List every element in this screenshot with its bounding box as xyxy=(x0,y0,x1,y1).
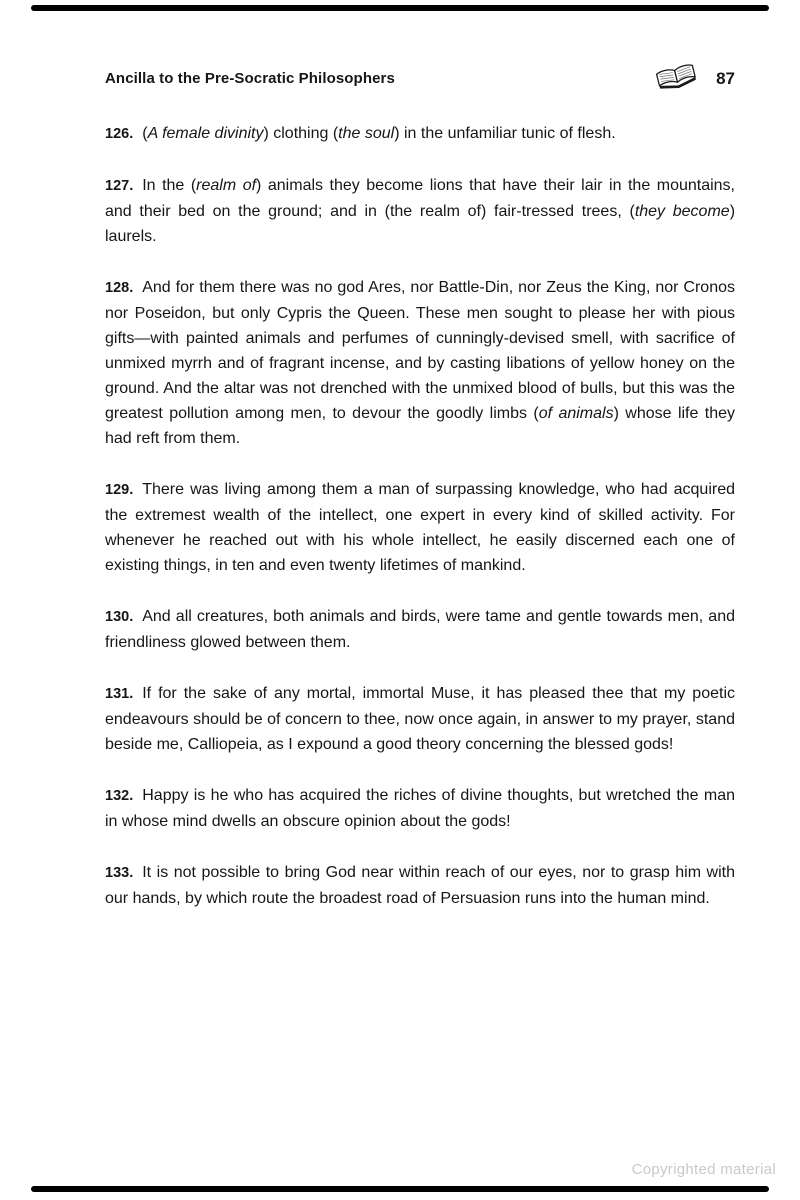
fragment-number: 129. xyxy=(105,482,134,498)
book-title: Ancilla to the Pre-Socratic Philosophers xyxy=(105,70,395,87)
fragment-number: 132. xyxy=(105,788,134,804)
fragment-text: ) clothing ( xyxy=(263,125,339,142)
fragment-paragraph xyxy=(105,681,735,757)
fragment-text: In the ( xyxy=(142,177,197,194)
fragment-number: 133. xyxy=(105,865,134,881)
fragment-number: 126. xyxy=(105,126,134,142)
fragment-text: There was living among them a man of surpassing knowledge, who had acquired the extremest wealth of the intellect, one expert in every kind of skilled activity. For whenever he reached out with his whole intellect, he easily discerned each one of existing things, in ten and even twenty lifetimes of mankind. xyxy=(105,481,735,574)
fragment-text: ) laurels. xyxy=(105,203,736,245)
fragment-paragraph xyxy=(105,173,735,249)
fragment-paragraph xyxy=(105,604,735,655)
fragment-text: ) animals they become lions that have their lair in the mountains, and their bed on the ground; and in (the realm of) fair-tressed trees, ( xyxy=(105,177,736,220)
fragment-text-italic: of animals xyxy=(538,405,614,422)
fragment-text-italic: they become xyxy=(634,203,730,220)
fragment-number: 128. xyxy=(105,280,134,296)
open-book-icon xyxy=(652,60,700,97)
page-number: 87 xyxy=(716,68,735,88)
running-header xyxy=(105,60,735,97)
fragment-paragraph xyxy=(105,860,735,911)
fragment-paragraph xyxy=(105,783,735,834)
scan-artifact-bar-bottom xyxy=(31,1186,769,1192)
copyright-watermark: Copyrighted material xyxy=(631,1161,776,1178)
fragment-text: ) whose life they had reft from them. xyxy=(105,405,736,447)
fragment-number: 130. xyxy=(105,609,134,625)
scan-artifact-bar-top xyxy=(31,5,769,11)
fragment-text: If for the sake of any mortal, immortal Muse, it has pleased thee that my poetic endeavours should be of concern to thee, now once again, in answer to my prayer, stand beside me, Calliopeia, as I expound a good theory concerning the blessed gods! xyxy=(105,685,735,753)
page-content xyxy=(105,60,735,937)
fragment-number: 127. xyxy=(105,178,134,194)
fragment-number: 131. xyxy=(105,686,134,702)
fragment-text-italic: the soul xyxy=(338,125,395,142)
fragment-text: And for them there was no god Ares, nor Battle-Din, nor Zeus the King, nor Cronos nor Poseidon, but only Cypris the Queen. These men sought to please her with pious gifts—with painted animals and perfumes of cunningly-devised smell, with sacrifice of unmixed myrrh and of fragrant incense, and by casting libations of yellow honey on the ground. And the altar was not drenched with the unmixed blood of bulls, but this was the greatest pollution among men, to devour the goodly limbs ( xyxy=(105,279,735,422)
fragments xyxy=(105,121,735,911)
fragment-text-italic: realm of xyxy=(196,177,257,194)
fragment-text-italic: A female divinity xyxy=(147,125,264,142)
fragment-text: And all creatures, both animals and birds, were tame and gentle towards men, and friendliness glowed between them. xyxy=(105,608,735,651)
fragment-text: Happy is he who has acquired the riches of divine thoughts, but wretched the man in whose mind dwells an obscure opinion about the gods! xyxy=(105,787,735,830)
fragment-text: ) in the unfamiliar tunic of flesh. xyxy=(394,125,616,142)
fragment-text: ( xyxy=(142,125,148,142)
fragment-paragraph xyxy=(105,275,735,451)
fragment-text: It is not possible to bring God near within reach of our eyes, nor to grasp him with our hands, by which route the broadest road of Persuasion runs into the human mind. xyxy=(105,864,735,907)
fragment-paragraph xyxy=(105,121,735,147)
fragment-paragraph xyxy=(105,477,735,578)
